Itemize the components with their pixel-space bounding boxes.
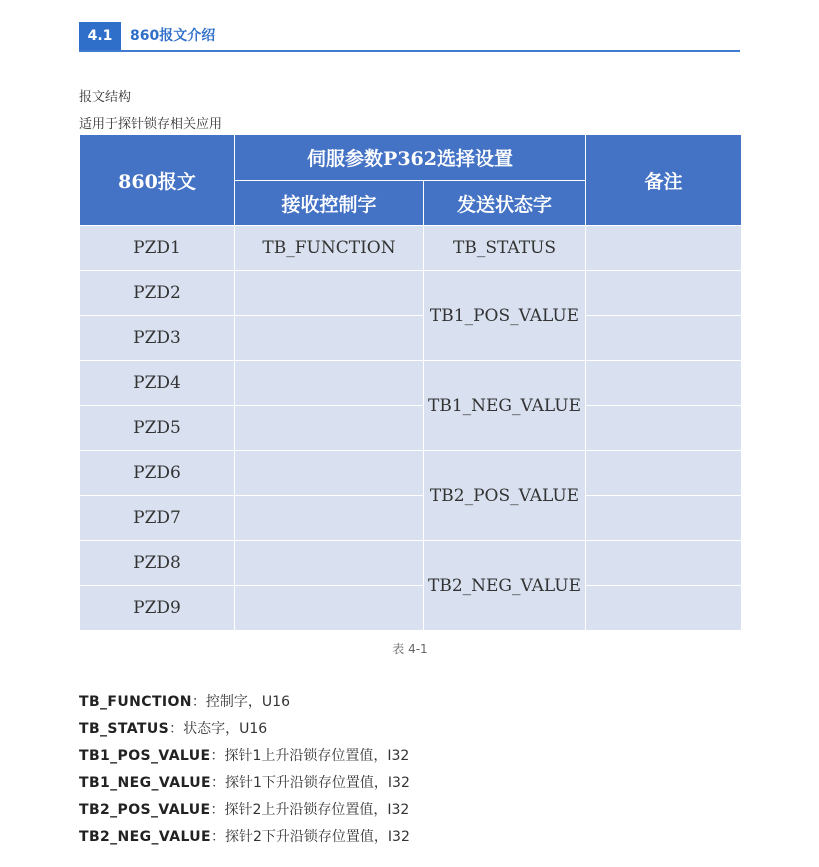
recv-cell — [235, 361, 424, 406]
pzd-cell: PZD9 — [80, 586, 235, 631]
remark-cell — [586, 271, 742, 316]
definition-desc: ：探针2上升沿锁存位置值，I32 — [210, 802, 410, 818]
definition-term: TB_FUNCTION — [79, 694, 192, 710]
remark-cell — [586, 361, 742, 406]
header-send-status-word: 发送状态字 — [424, 181, 586, 226]
definition-item — [79, 798, 410, 825]
table-row — [80, 586, 742, 631]
definition-desc: ：状态字，U16 — [169, 721, 268, 737]
send-cell: TB_STATUS — [424, 226, 586, 271]
header-param-group: 伺服参数P362选择设置 — [235, 135, 586, 181]
remark-cell — [586, 451, 742, 496]
pzd-cell: PZD7 — [80, 496, 235, 541]
header-receive-control-word: 接收控制字 — [235, 181, 424, 226]
pzd-cell: PZD2 — [80, 271, 235, 316]
definition-desc: ：探针2下升沿锁存位置值，I32 — [211, 829, 410, 845]
table-row — [80, 451, 742, 496]
definition-item — [79, 690, 410, 717]
definition-term: TB_STATUS — [79, 721, 170, 737]
definition-term: TB2_POS_VALUE — [79, 802, 211, 818]
pzd-cell: PZD1 — [80, 226, 235, 271]
table-caption: 表 4-1 — [392, 642, 428, 656]
table-row — [80, 316, 742, 361]
table-row — [80, 226, 742, 271]
recv-cell — [235, 496, 424, 541]
header-remark: 备注 — [586, 135, 742, 226]
pzd-cell: PZD3 — [80, 316, 235, 361]
section-header — [79, 22, 740, 52]
send-cell: TB2_POS_VALUE — [424, 451, 586, 541]
remark-cell — [586, 406, 742, 451]
send-cell: TB1_NEG_VALUE — [424, 361, 586, 451]
table-row — [80, 541, 742, 586]
definition-item — [79, 771, 410, 798]
definition-item — [79, 717, 410, 744]
recv-cell — [235, 316, 424, 361]
pzd-cell: PZD4 — [80, 361, 235, 406]
pzd-cell: PZD6 — [80, 451, 235, 496]
remark-cell — [586, 226, 742, 271]
definition-term: TB2_NEG_VALUE — [79, 829, 212, 845]
table-row — [80, 271, 742, 316]
definition-term: TB1_NEG_VALUE — [79, 775, 212, 791]
recv-cell — [235, 541, 424, 586]
remark-cell — [586, 541, 742, 586]
definition-desc: ：控制字，U16 — [191, 694, 290, 710]
definition-term: TB1_POS_VALUE — [79, 748, 211, 764]
recv-cell — [235, 586, 424, 631]
recv-cell — [235, 406, 424, 451]
remark-cell — [586, 496, 742, 541]
definition-item — [79, 825, 410, 852]
definition-desc: ：探针1下升沿锁存位置值，I32 — [211, 775, 410, 791]
telegram-table — [79, 134, 742, 631]
send-cell: TB1_POS_VALUE — [424, 271, 586, 361]
recv-cell — [235, 271, 424, 316]
intro-line-1: 报文结构 — [79, 90, 132, 105]
remark-cell — [586, 316, 742, 361]
section-number: 4.1 — [79, 22, 121, 50]
table-row — [80, 361, 742, 406]
intro-line-2: 适用于探针锁存相关应用 — [79, 117, 223, 132]
send-cell: TB2_NEG_VALUE — [424, 541, 586, 631]
table-row — [80, 406, 742, 451]
pzd-cell: PZD5 — [80, 406, 235, 451]
recv-cell: TB_FUNCTION — [235, 226, 424, 271]
header-telegram-860: 860报文 — [80, 135, 235, 226]
table-row — [80, 496, 742, 541]
definition-desc: ：探针1上升沿锁存位置值，I32 — [210, 748, 410, 764]
pzd-cell: PZD8 — [80, 541, 235, 586]
section-title: 860报文介绍 — [130, 28, 216, 44]
definition-item — [79, 744, 410, 771]
definition-list — [79, 690, 410, 852]
recv-cell — [235, 451, 424, 496]
remark-cell — [586, 586, 742, 631]
